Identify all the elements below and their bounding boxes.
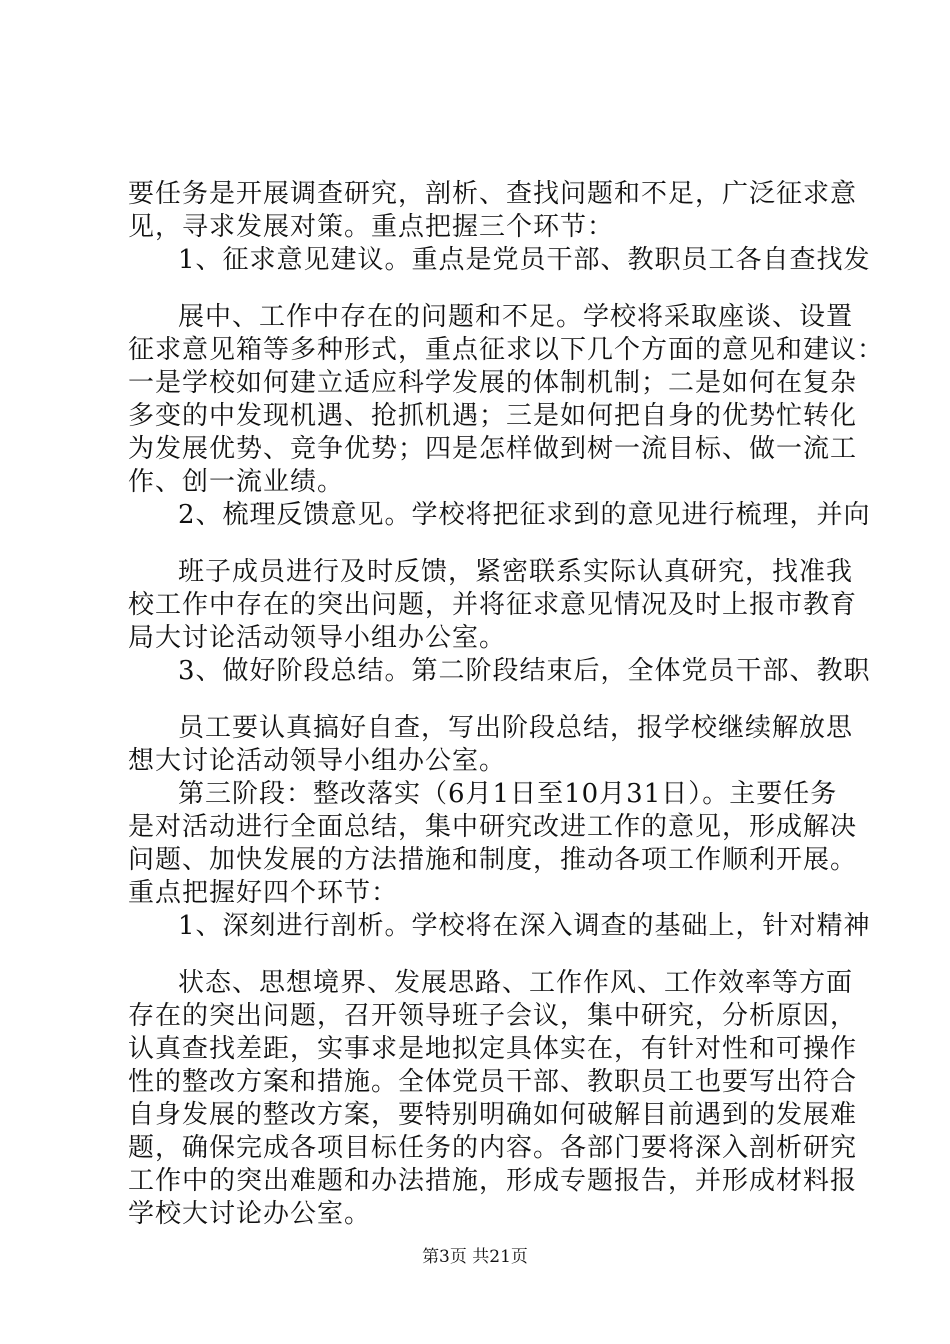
- body-text-line: 重点把握好四个环节：: [128, 878, 399, 908]
- body-text-line: 状态、思想境界、发展思路、工作作风、工作效率等方面: [178, 968, 854, 998]
- body-text-line: 自身发展的整改方案，要特别明确如何破解目前遇到的发展难: [128, 1100, 858, 1130]
- body-text-line: 局大讨论活动领导小组办公室。: [128, 623, 507, 653]
- body-text-line: 问题、加快发展的方法措施和制度，推动各项工作顺利开展。: [128, 845, 858, 875]
- body-text-line: 为发展优势、竞争优势；四是怎样做到树一流目标、做一流工: [128, 434, 858, 464]
- body-text-line: 多变的中发现机遇、抢抓机遇；三是如何把自身的优势忙转化: [128, 401, 858, 431]
- body-text-line: 1、征求意见建议。重点是党员干部、教职员工各自查找发: [178, 245, 871, 275]
- body-text-line: 第三阶段：整改落实（6月1日至10月31日）。主要任务: [178, 779, 838, 809]
- body-text-line: 作、创一流业绩。: [128, 467, 345, 497]
- body-text-line: 工作中的突出难题和办法措施，形成专题报告，并形成材料报: [128, 1166, 858, 1196]
- body-text-line: 存在的突出问题，召开领导班子会议，集中研究，分析原因，: [128, 1001, 858, 1031]
- body-text-line: 3、做好阶段总结。第二阶段结束后，全体党员干部、教职: [178, 656, 871, 686]
- page-number-label: 第3页 共21页: [422, 1247, 528, 1267]
- body-text-line: 想大讨论活动领导小组办公室。: [128, 746, 507, 776]
- body-text-line: 一是学校如何建立适应科学发展的体制机制；二是如何在复杂: [128, 368, 858, 398]
- body-text-line: 1、深刻进行剖析。学校将在深入调查的基础上，针对精神: [178, 911, 871, 941]
- body-text-line: 征求意见箱等多种形式，重点征求以下几个方面的意见和建议：: [128, 335, 885, 365]
- body-text-line: 认真查找差距，实事求是地拟定具体实在，有针对性和可操作: [128, 1034, 858, 1064]
- body-text-line: 是对活动进行全面总结，集中研究改进工作的意见，形成解决: [128, 812, 858, 842]
- body-text-line: 班子成员进行及时反馈，紧密联系实际认真研究，找准我: [178, 557, 854, 587]
- body-text-line: 展中、工作中存在的问题和不足。学校将采取座谈、设置: [178, 302, 854, 332]
- body-text-line: 题，确保完成各项目标任务的内容。各部门要将深入剖析研究: [128, 1133, 858, 1163]
- body-text-line: 要任务是开展调查研究，剖析、查找问题和不足，广泛征求意: [128, 179, 858, 209]
- body-text-line: 性的整改方案和措施。全体党员干部、教职员工也要写出符合: [128, 1067, 858, 1097]
- body-text-line: 学校大讨论办公室。: [128, 1199, 372, 1229]
- body-text-line: 见，寻求发展对策。重点把握三个环节：: [128, 212, 615, 242]
- body-text-line: 校工作中存在的突出问题，并将征求意见情况及时上报市教育: [128, 590, 858, 620]
- body-text-line: 2、梳理反馈意见。学校将把征求到的意见进行梳理，并向: [178, 500, 871, 530]
- body-text-line: 员工要认真搞好自查，写出阶段总结，报学校继续解放思: [178, 713, 854, 743]
- page-footer: [0, 1246, 950, 1268]
